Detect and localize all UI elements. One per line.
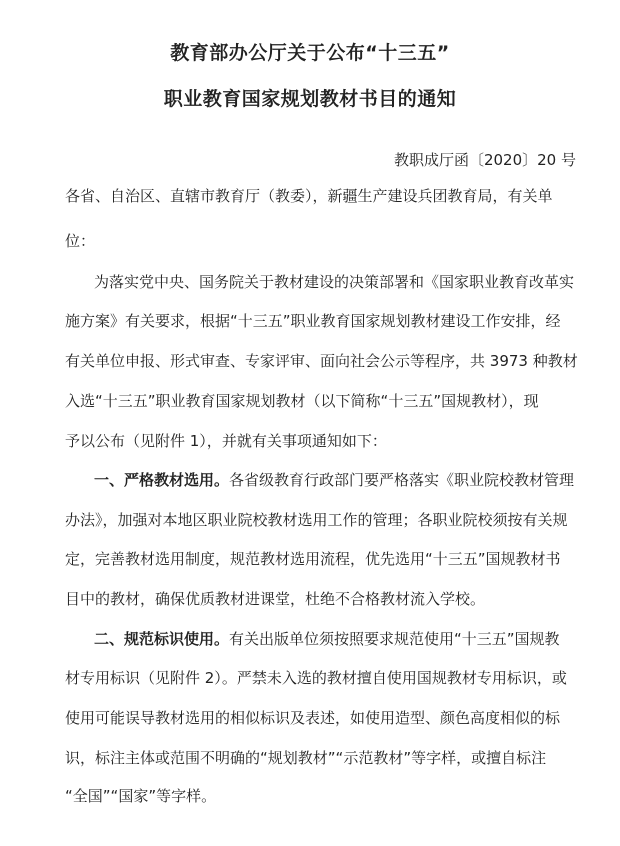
paragraph-line: “全国”“国家”等字样。 [65,787,217,805]
document-title-line-2: 职业教育国家规划教材书目的通知 [163,88,457,110]
paragraph-line: 施方案》有关要求，根据“十三五”职业教育国家规划教材建设工作安排，经 [65,312,561,330]
paragraph-text: 有关出版单位须按照要求规范使用“十三五”国规教 [229,630,560,648]
paragraph-line [94,629,560,649]
addressee-line: 各省、自治区、直辖市教育厅（教委），新疆生产建设兵团教育局，有关单 [65,187,553,205]
section-heading: 一、严格教材选用。 [94,471,230,489]
paragraph-text: 各省级教育行政部门要严格落实《职业院校教材管理 [229,471,575,489]
document-title-line-1: 教育部办公厅关于公布“十三五” [170,42,450,64]
paragraph-line: 办法》，加强对本地区职业院校教材选用工作的管理；各职业院校须按有关规 [65,511,568,529]
paragraph-line: 入选“十三五”职业教育国家规划教材（以下简称“十三五”国规教材），现 [65,392,539,410]
paragraph-line: 使用可能误导教材选用的相似标识及表述，如使用造型、颜色高度相似的标 [65,709,561,727]
paragraph-line: 有关单位申报、形式审查、专家评审、面向社会公示等程序，共 3973 种教材 [65,352,578,370]
paragraph-line: 定，完善教材选用制度，规范教材选用流程，优先选用“十三五”国规教材书 [65,550,561,568]
paragraph-line: 为落实党中央、国务院关于教材建设的决策部署和《国家职业教育改革实 [94,273,575,291]
section-heading: 二、规范标识使用。 [94,630,230,648]
paragraph-line: 材专用标识（见附件 2）。严禁未入选的教材擅自使用国规教材专用标识，或 [65,669,567,687]
addressee-line: 位： [65,232,96,250]
paragraph-line: 予以公布（见附件 1），并就有关事项通知如下： [65,432,387,450]
paragraph-line: 目中的教材，确保优质教材进课堂，杜绝不合格教材流入学校。 [65,590,486,608]
document-number: 教职成厅函〔2020〕20 号 [393,151,576,169]
paragraph-line [94,470,574,490]
paragraph-line: 识，标注主体或范围不明确的“规划教材”“示范教材”等字样，或擅自标注 [65,749,547,767]
